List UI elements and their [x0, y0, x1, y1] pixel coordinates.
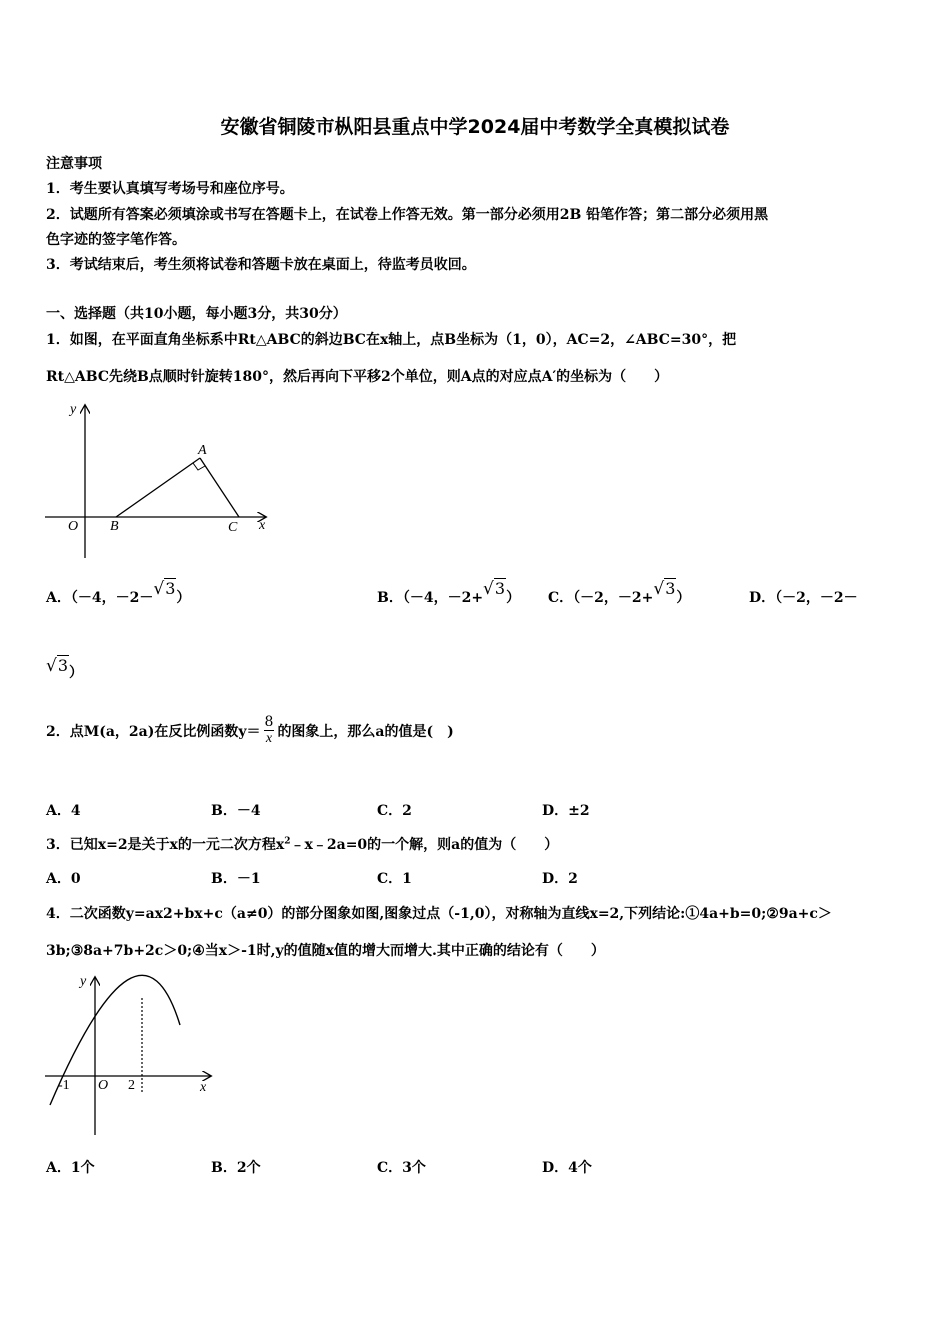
label-c: C — [228, 520, 238, 535]
label-x: x — [259, 518, 266, 533]
q3-option-b[interactable]: B．－1 — [211, 871, 261, 887]
q4-option-a[interactable]: A．1个 — [46, 1160, 95, 1176]
note-item: 3．考试结束后，考生须将试卷和答题卡放在桌面上，待监考员收回。 — [46, 257, 476, 273]
document-title: 安徽省铜陵市枞阳县重点中学2024届中考数学全真模拟试卷 — [220, 116, 730, 138]
label-y: y — [80, 974, 87, 989]
q3-option-a[interactable]: A．0 — [46, 871, 81, 887]
q2-text: 2．点M(a，2a)在反比例函数y＝ $\frac{8}{x}$ 的图象上，那么a的值是( ) — [46, 714, 454, 746]
q1-option-c[interactable]: C．（－2，－2+√3） — [548, 579, 691, 606]
label-o: O — [98, 1078, 109, 1093]
side-ac — [200, 458, 239, 517]
q4-option-c[interactable]: C．3个 — [377, 1160, 426, 1176]
side-ba — [116, 458, 200, 517]
q3-option-d[interactable]: D．2 — [542, 871, 578, 887]
q4-figure — [40, 970, 220, 1140]
label-x: x — [200, 1080, 207, 1095]
q1-option-a[interactable]: A．（－4，－2－√3） — [46, 579, 191, 606]
sqrt-symbol: √3 — [653, 579, 676, 599]
q1-text-line2: Rt△ABC先绕B点顺时针旋转180°，然后再向下平移2个单位，则A点的对应点A′的坐标为（ ） — [46, 369, 669, 385]
sqrt-symbol: √3 — [483, 579, 506, 599]
note-item: 2．试题所有答案必须填涂或书写在答题卡上，在试卷上作答无效。第一部分必须用2B 铅笔作答；第二部分必须用黑 — [46, 207, 769, 223]
q2-option-b[interactable]: B．－4 — [211, 803, 261, 819]
right-angle-mark — [193, 463, 205, 470]
label-minus1: -1 — [58, 1078, 70, 1093]
q2-option-c[interactable]: C．2 — [377, 803, 412, 819]
q4-text-line2: 3b;③8a+7b+2c＞0;④当x＞-1时,y的值随x值的增大而增大.其中正确的结论有（ ） — [46, 943, 605, 959]
q1-option-b[interactable]: B．（－4，－2+√3） — [377, 579, 521, 606]
q4-option-b[interactable]: B．2个 — [211, 1160, 261, 1176]
label-y: y — [70, 402, 77, 417]
q2-option-a[interactable]: A．4 — [46, 803, 81, 819]
note-item: 1．考生要认真填写考场号和座位序号。 — [46, 181, 294, 197]
q4-option-d[interactable]: D．4个 — [542, 1160, 592, 1176]
label-b: B — [110, 519, 119, 534]
note-item: 色字迹的签字笔作答。 — [46, 232, 186, 248]
q1-option-d-continued[interactable]: √3） — [46, 656, 84, 681]
label-2: 2 — [128, 1078, 135, 1093]
section-heading: 一、选择题（共10小题，每小题3分，共30分） — [46, 306, 347, 322]
q2-option-d[interactable]: D．±2 — [542, 803, 590, 819]
q3-option-c[interactable]: C．1 — [377, 871, 412, 887]
q4-text-line1: 4．二次函数y=ax2+bx+c（a≠0）的部分图象如图,图象过点（-1,0），对称轴为直线x=2,下列结论:①4a+b=0;②9a+c＞ — [46, 906, 832, 922]
label-o: O — [68, 519, 79, 534]
notes-heading: 注意事项 — [46, 156, 102, 172]
q1-figure — [40, 398, 280, 563]
sqrt-symbol: √3 — [46, 656, 69, 676]
sqrt-symbol: √3 — [153, 579, 176, 599]
label-a: A — [198, 443, 207, 458]
fraction: $\frac{8}{x}$ — [264, 714, 274, 746]
q3-text: 3．已知x=2是关于x的一元二次方程$x^2﹣x﹣2a=0$的一个解，则a的值为（ ） — [46, 836, 559, 853]
q1-text-line1: 1．如图，在平面直角坐标系中Rt△ABC的斜边BC在x轴上，点B坐标为（1，0），AC=2，∠ABC=30°，把 — [46, 332, 737, 348]
q1-option-d[interactable]: D．（－2，－2－ — [749, 590, 858, 606]
